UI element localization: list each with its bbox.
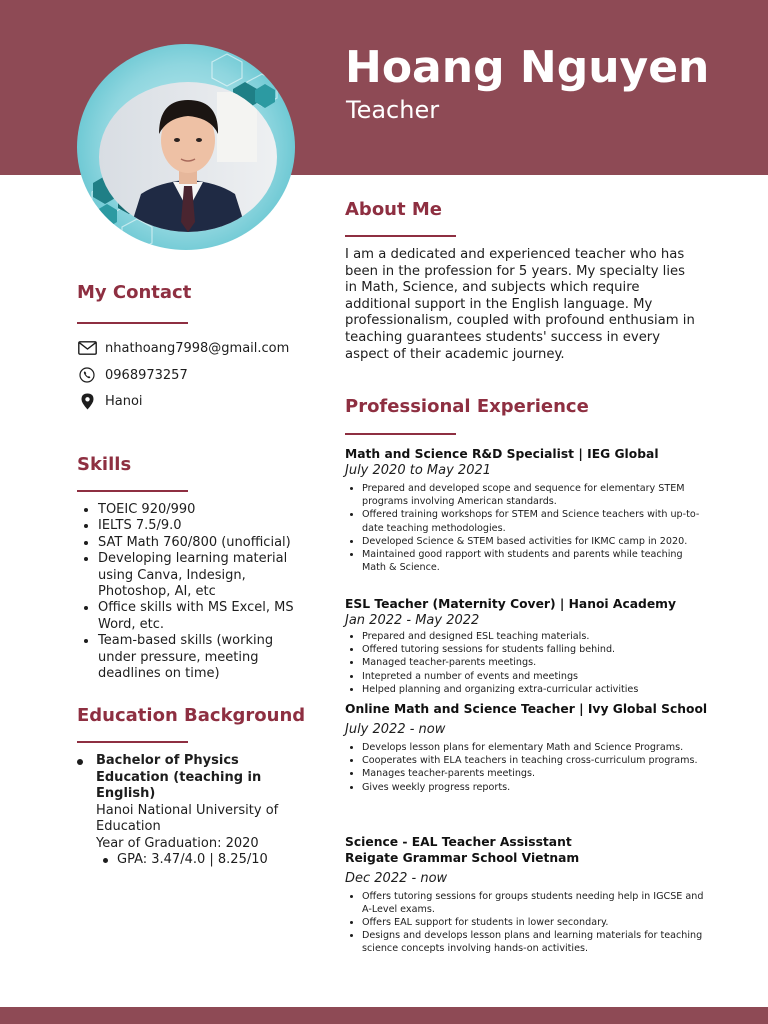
- list-item: • Developing learning material using Canva, Indesign, Photoshop, AI, etc: [98, 551, 298, 600]
- candidate-name: Hoang Nguyen: [345, 42, 710, 93]
- contact-phone[interactable]: 0968973257: [105, 367, 188, 383]
- list-item: • Offers tutoring sessions for groups students needing help in IGCSE and A-Level exams.: [362, 890, 705, 916]
- about-text: I am a dedicated and experienced teacher who has been in the profession for 5 years. My specialty lies in Math, Science, and subjects which require additional support in the English language. My professionalism, coupled with profound enthusiam in teaching guarantees students' success in every aspect of their academic journey.: [345, 247, 695, 362]
- education-entry: [77, 753, 307, 852]
- job-entry: [345, 702, 708, 794]
- job-title: ESL Teacher (Maternity Cover) | Hanoi Academy: [345, 597, 677, 611]
- about-rule: [345, 235, 456, 237]
- job-entry: [345, 447, 705, 574]
- job-title: Math and Science R&D Specialist | IEG Global: [345, 447, 659, 461]
- job-date: July 2020 to May 2021: [345, 462, 492, 478]
- skills-rule: [77, 490, 188, 492]
- list-item: • Offered tutoring sessions for students falling behind.: [362, 643, 705, 656]
- contact-email[interactable]: nhathoang7998@gmail.com: [105, 340, 290, 356]
- job-date: July 2022 - now: [345, 721, 446, 737]
- job-entry: [345, 835, 705, 956]
- job-bullets: [362, 482, 705, 574]
- job-employer: Reigate Grammar School Vietnam: [345, 850, 580, 865]
- contact-email-row[interactable]: [77, 339, 289, 357]
- list-item: • TOEIC 920/990: [98, 502, 298, 518]
- skills-title: Skills: [77, 454, 132, 475]
- experience-rule: [345, 433, 456, 435]
- degree: Bachelor of Physics Education (teaching in English): [96, 753, 262, 801]
- footer-band: [0, 1007, 768, 1024]
- list-item: • SAT Math 760/800 (unofficial): [98, 535, 298, 551]
- list-item: • Prepared and developed scope and sequence for elementary STEM programs involving American standards.: [362, 482, 705, 508]
- job-title: Online Math and Science Teacher | Ivy Global School: [345, 702, 708, 716]
- skills-list: [98, 502, 298, 682]
- list-item: • Designs and develops lesson plans and learning materials for teaching science concepts involving hands-on activities.: [362, 929, 705, 955]
- contact-location-row: [77, 392, 143, 410]
- contact-title: My Contact: [77, 282, 192, 303]
- phone-icon: [77, 366, 97, 384]
- experience-title: Professional Experience: [345, 396, 589, 417]
- list-item: • Team-based skills (working under pressure, meeting deadlines on time): [98, 633, 298, 682]
- job-entry: [345, 597, 705, 696]
- list-item: • IELTS 7.5/9.0: [98, 518, 298, 534]
- list-item: • Cooperates with ELA teachers in teaching cross-curriculum programs.: [362, 754, 705, 767]
- profile-photo: [99, 82, 277, 232]
- job-title: Science - EAL Teacher Assisstant: [345, 835, 572, 849]
- list-item: • Prepared and designed ESL teaching materials.: [362, 630, 705, 643]
- contact-location: Hanoi: [105, 393, 143, 409]
- list-item: • Offered training workshops for STEM and Science teachers with up-to-date teaching methodologies.: [362, 508, 705, 534]
- list-item: • Intepreted a number of events and meetings: [362, 670, 705, 683]
- location-pin-icon: [77, 392, 97, 410]
- about-title: About Me: [345, 199, 442, 220]
- list-item: • Maintained good rapport with students and parents while teaching Math & Science.: [362, 548, 705, 574]
- list-item: • Manages teacher-parents meetings.: [362, 767, 705, 780]
- job-bullets: [362, 630, 705, 696]
- list-item: • Develops lesson plans for elementary Math and Science Programs.: [362, 741, 705, 754]
- contact-rule: [77, 322, 188, 324]
- bullet: [77, 759, 83, 765]
- job-date: Jan 2022 - May 2022: [345, 612, 480, 628]
- list-item: • Offers EAL support for students in lower secondary.: [362, 916, 705, 929]
- list-item: • Gives weekly progress reports.: [362, 781, 705, 794]
- list-item: • Office skills with MS Excel, MS Word, etc.: [98, 600, 298, 633]
- gpa: GPA: 3.47/4.0 | 8.25/10: [117, 852, 268, 867]
- education-rule: [77, 741, 188, 743]
- education-title: Education Background: [77, 705, 306, 726]
- candidate-role: Teacher: [346, 96, 440, 124]
- mail-icon: [77, 339, 97, 357]
- job-date: Dec 2022 - now: [345, 871, 448, 886]
- job-bullets: [362, 741, 705, 794]
- graduation-year: Year of Graduation: 2020: [96, 835, 259, 851]
- contact-phone-row[interactable]: [77, 366, 188, 384]
- list-item: • Developed Science & STEM based activities for IKMC camp in 2020.: [362, 535, 705, 548]
- list-item: • Helped planning and organizing extra-curricular activities: [362, 683, 705, 696]
- job-bullets: [362, 890, 705, 956]
- list-item: • Managed teacher-parents meetings.: [362, 656, 705, 669]
- school: Hanoi National University of Education: [96, 802, 279, 834]
